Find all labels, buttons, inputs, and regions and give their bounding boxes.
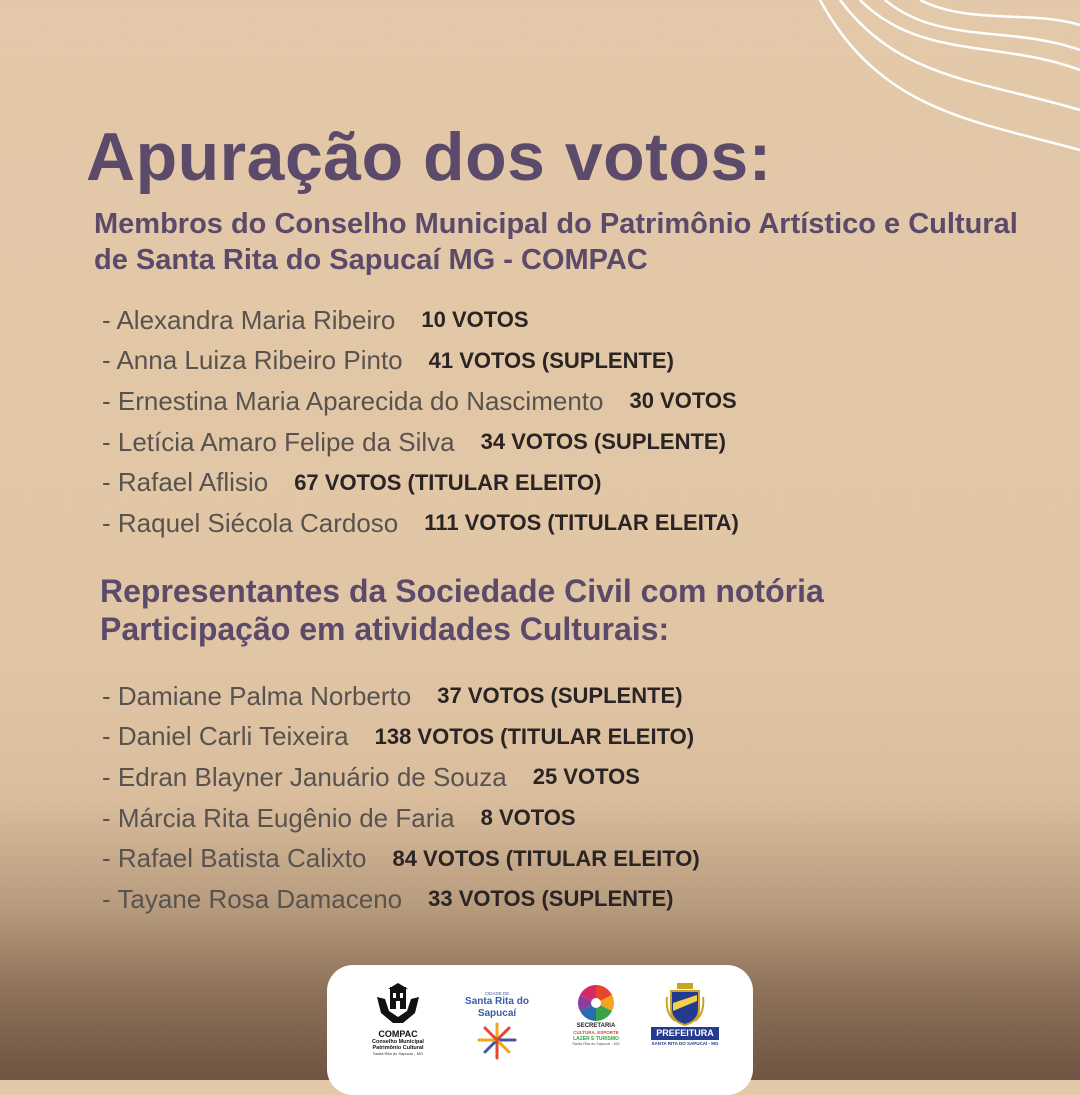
vote-count: 41 VOTOS (SUPLENTE) [428,347,674,373]
sunburst-icon [467,1020,527,1064]
candidate-name: - Daniel Carli Teixeira [102,721,349,752]
vote-count: 30 VOTOS [629,388,737,414]
secretaria-logo-line3: LAZER E TURISMO [573,1036,619,1042]
logos-footer-card [327,965,753,1095]
secretaria-logo [565,983,627,1047]
candidate-name: - Tayane Rosa Damaceno [102,883,403,914]
civil-section-title: Representantes da Sociedade Civil com notória Participação em atividades Culturais: [100,573,824,647]
prefeitura-logo-city: SANTA RITA DO SAPUCAÍ - MG [651,1041,719,1046]
page-title: Apuração dos votos: [86,119,772,195]
candidate-name: - Márcia Rita Eugênio de Faria [102,802,455,833]
hands-building-icon [375,983,421,1029]
mosaic-circle-icon [576,983,616,1023]
candidate-name: - Anna Luiza Ribeiro Pinto [102,345,403,376]
list-item [102,503,739,544]
city-coat-of-arms-icon [665,983,705,1027]
vote-count: 25 VOTOS [532,764,640,790]
santa-rita-logo-pre: CIDADE DE [484,991,510,996]
prefeitura-logo [651,983,719,1047]
vote-count: 67 VOTOS (TITULAR ELEITO) [294,469,602,495]
vote-count: 10 VOTOS [421,307,529,333]
list-item [102,676,700,717]
vote-count: 111 VOTOS (TITULAR ELEITA) [424,510,739,536]
vote-count: 37 VOTOS (SUPLENTE) [437,683,683,709]
candidate-name: - Damiane Palma Norberto [102,680,412,711]
vote-count: 84 VOTOS (TITULAR ELEITO) [392,845,700,871]
secretaria-logo-line4: Santa Rita do Sapucaí - MG [572,1042,620,1046]
list-item [102,462,739,503]
candidate-name: - Ernestina Maria Aparecida do Nascimento [102,385,604,416]
candidate-name: - Alexandra Maria Ribeiro [102,304,396,335]
vote-count: 34 VOTOS (SUPLENTE) [480,429,726,455]
candidate-name: - Rafael Batista Calixto [102,843,367,874]
list-item [102,341,739,382]
list-item [102,300,739,341]
vote-count: 8 VOTOS [480,805,576,831]
list-item [102,422,739,463]
secretaria-logo-line1: SECRETARIA [576,1023,616,1029]
list-item [102,879,700,920]
candidate-name: - Raquel Siécola Cardoso [102,507,399,538]
prefeitura-logo-name: PREFEITURA [651,1027,719,1040]
santa-rita-logo-name: Santa Rita do Sapucaí [465,996,529,1019]
candidate-name: - Edran Blayner Januário de Souza [102,761,507,792]
list-item [102,757,700,798]
members-vote-list [102,300,739,544]
compac-logo-line3: Santa Rita do Sapucaí - MG [372,1051,424,1056]
compac-logo-line1: Conselho Municipal [372,1039,424,1045]
list-item [102,838,700,879]
candidate-name: - Rafael Aflisio [102,467,269,498]
civil-vote-list [102,676,700,920]
list-item [102,381,739,422]
list-item [102,798,700,839]
list-item [102,717,700,758]
vote-count: 33 VOTOS (SUPLENTE) [428,886,674,912]
compac-logo-line2: Patrimônio Cultural [372,1045,424,1051]
santa-rita-logo [445,991,549,1064]
secretaria-logo-line2: CULTURA, ESPORTE [573,1030,619,1035]
candidate-name: - Letícia Amaro Felipe da Silva [102,426,455,457]
vote-count: 138 VOTOS (TITULAR ELEITO) [374,723,695,749]
compac-logo-name: COMPAC [378,1029,418,1039]
compac-logo [363,983,433,1056]
page-subtitle: Membros do Conselho Municipal do Patrimônio Artístico e Cultural de Santa Rita do Sapucaí MG - COMPAC [94,208,1018,276]
